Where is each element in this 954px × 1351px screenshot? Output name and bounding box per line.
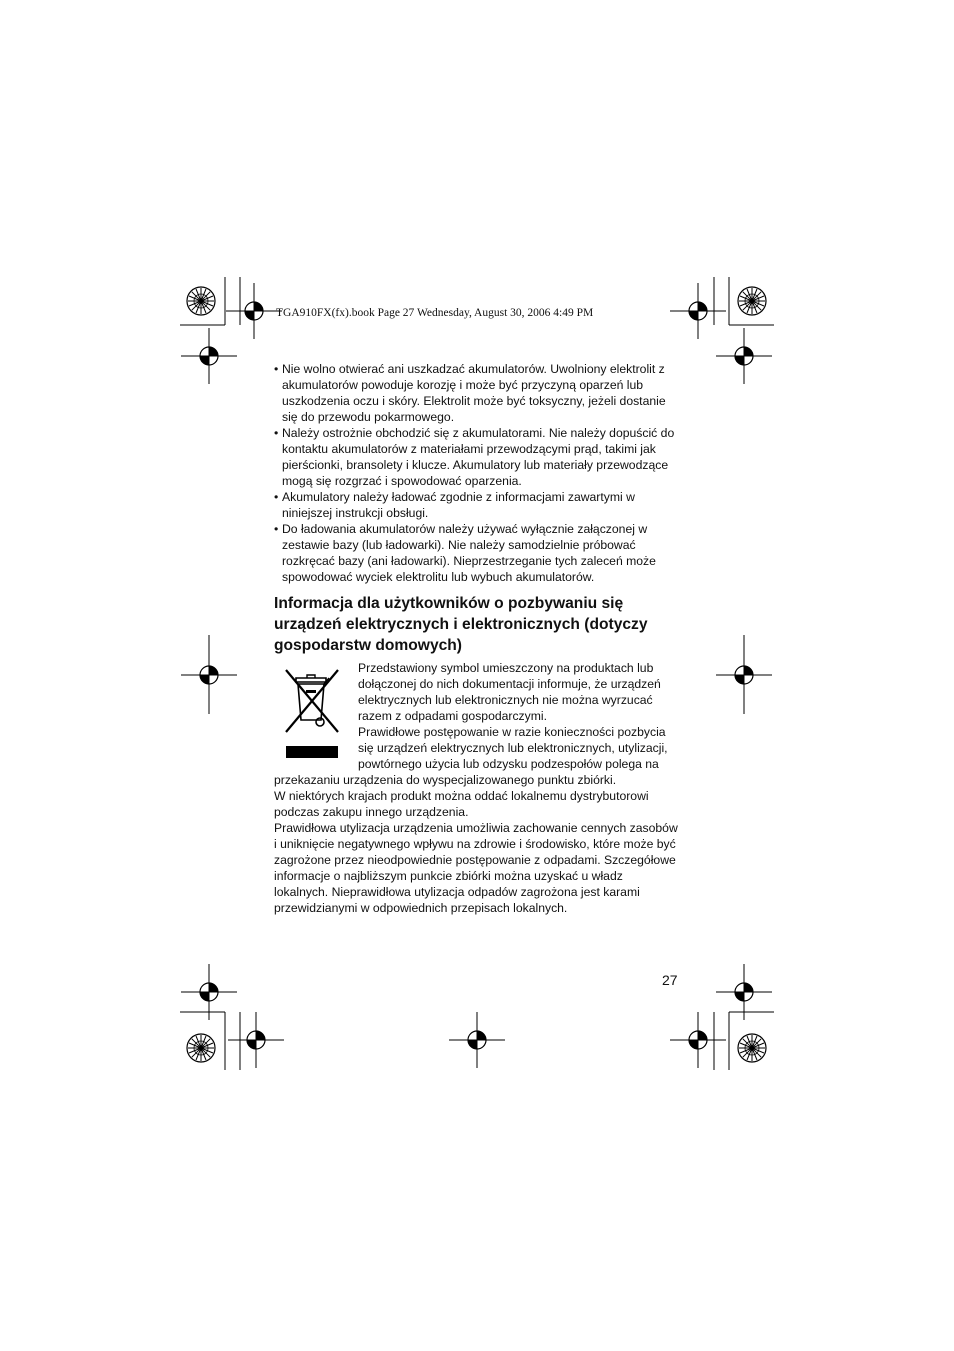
crossed-out-wheelie-bin-icon [276,662,352,760]
list-item: • Nie wolno otwierać ani uszkadzać akumulatorów. Uwolniony elektrolit z akumulatorów powoduje korozję i może być przyczyną oparzeń lub uszkodzenia oczu i skóry. Elektrolit może być toksyczny, jeżeli dostanie się do przewodu pokarmowego. [274,361,680,425]
battery-warnings-list [274,361,680,585]
list-item: • Akumulatory należy ładować zgodnie z informacjami zawartymi w niniejszej instrukcji obsługi. [274,489,680,521]
disposal-paragraph: Prawidłowe postępowanie w razie konieczności pozbycia się urządzeń elektrycznych lub elektronicznych, utylizacji, powtórnego użycia lub odzysku podzespołów polega na przekazaniu urządzenia do wyspecjalizowanego punktu zbiórki. [274,725,668,787]
page-number: 27 [662,972,678,988]
print-header: TGA910FX(fx).book Page 27 Wednesday, August 30, 2006 4:49 PM [276,307,594,319]
section-heading: Informacja dla użytkowników o pozbywaniu się urządzeń elektrycznych i elektronicznych (dotyczy gospodarstw domowych) [274,595,648,654]
list-item: • Należy ostrożnie obchodzić się z akumulatorami. Nie należy dopuścić do kontaktu akumulatorów z materiałami przewodzącymi prąd, takimi jak pierścionki, bransolety i klucze. Akumulatory lub materiały przewodzące mogą się rozgrzać i spowodować oparzenia. [274,425,680,489]
disposal-paragraph: Prawidłowa utylizacja urządzenia umożliwia zachowanie cennych zasobów i uniknięcie negatywnego wpływu na zdrowie i środowisko, które może być zagrożone przez nieodpowiednie postępowanie z odpadami. Szczegółowe informacje o najbliższym punkcie zbiórki można uzyskać u władz lokalnych. Nieprawidłowa utylizacja odpadów zagrożona jest karami przewidzianymi w odpowiednich przepisach lokalnych. [274,821,678,915]
disposal-paragraph: W niektórych krajach produkt można oddać lokalnemu dystrybutorowi podczas zakupu innego urządzenia. [274,789,649,819]
page-content [274,361,680,916]
list-item: • Do ładowania akumulatorów należy używać wyłącznie załączonej w zestawie bazy (lub ładowarki). Nie należy samodzielnie próbować rozkręcać bazy (ani ładowarki). Nieprzestrzeganie tych zaleceń może spowodować wyciek elektrolitu lub wybuch akumulatorów. [274,521,680,585]
disposal-paragraph: Przedstawiony symbol umieszczony na produktach lub dołączonej do nich dokumentacji informuje, że urządzeń elektrycznych lub elektronicznych nie można wyrzucać razem z odpadami gospodarczymi. [358,661,661,723]
